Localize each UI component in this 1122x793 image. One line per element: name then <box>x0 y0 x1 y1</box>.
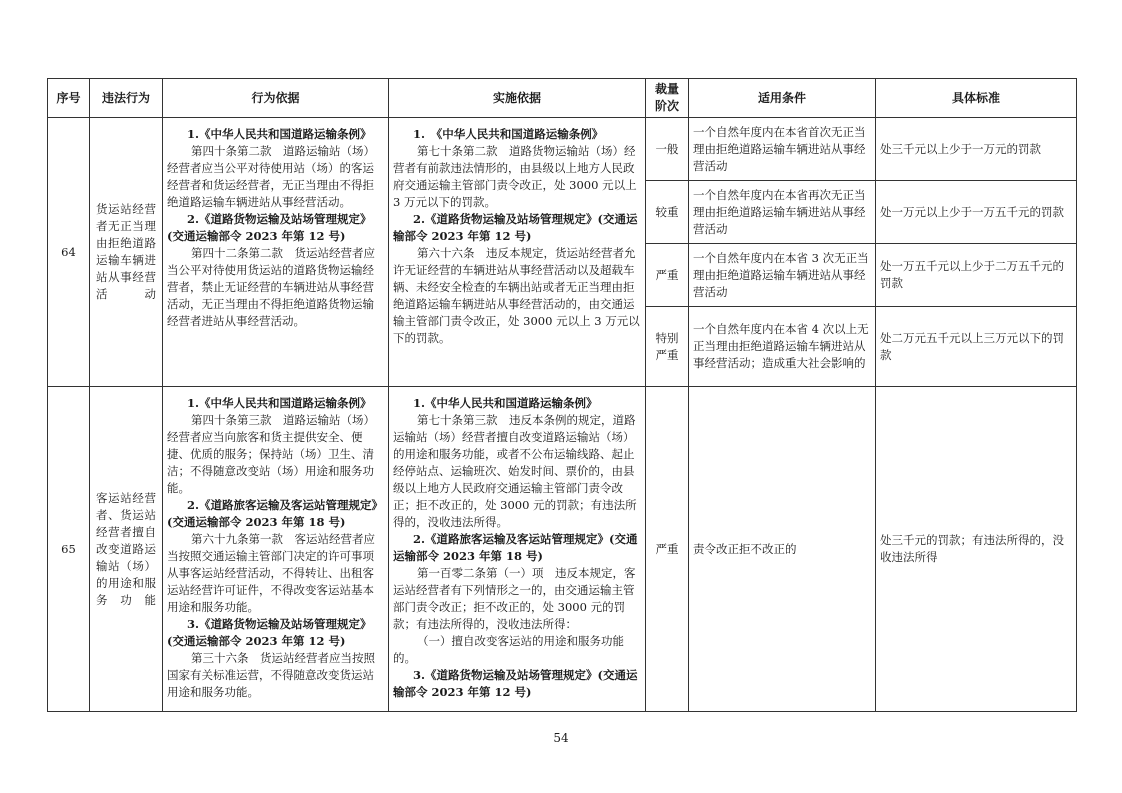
row-64-level-3: 严重 <box>646 244 689 307</box>
basis-paragraph: 第六十六条 违反本规定，货运站经营者允许无证经营的车辆进站从事经营活动以及超载车辆、未经安全检查的车辆出站或者无正当理由拒绝道路运输车辆进站从事经营活动的，由交通运输主管部门责令改正，处 3000 元以上 3 万元以下的罚款。 <box>393 246 640 345</box>
row-64-standard-2: 处一万元以上少于一万五千元的罚款 <box>876 181 1077 244</box>
basis-paragraph: （一）擅自改变客运站的用途和服务功能的。 <box>393 634 624 665</box>
basis-heading: 1.《中华人民共和国道路运输条例》 <box>187 396 372 410</box>
basis-heading: 2.《道路货物运输及站场管理规定》(交通运输部令 2023 年第 12 号) <box>167 212 372 243</box>
header-condition: 适用条件 <box>689 79 876 118</box>
table-row <box>48 387 1077 712</box>
basis-paragraph: 第四十条第二款 道路运输站（场）经营者应当公平对待使用站（场）的客运经营者和货运经营者，无正当理由不得拒绝道路运输车辆进站从事经营活动。 <box>167 144 375 209</box>
row-65-impl-basis <box>389 387 646 712</box>
row-65-behavior: 客运站经营者、货运站经营者擅自改变道路运输站（场）的用途和服务功能 <box>90 387 163 712</box>
basis-paragraph: 第六十九条第一款 客运站经营者应当按照交通运输主管部门决定的许可事项从事客运站经营活动，不得转让、出租客运站经营许可证件，不得改变客运站基本用途和服务功能。 <box>167 532 375 614</box>
basis-paragraph: 第四十条第三款 道路运输站（场）经营者应当向旅客和货主提供安全、便捷、优质的服务；保持站（场）卫生、清洁；不得随意改变站（场）用途和服务功能。 <box>167 413 375 495</box>
basis-heading: 1. 《中华人民共和国道路运输条例》 <box>413 127 604 141</box>
basis-heading: 1.《中华人民共和国道路运输条例》 <box>413 396 598 410</box>
row-64-level-2: 较重 <box>646 181 689 244</box>
row-64-behavior: 货运站经营者无正当理由拒绝道路运输车辆进站从事经营活动 <box>90 118 163 387</box>
row-64-act-basis <box>163 118 389 387</box>
row-64-level-1: 一般 <box>646 118 689 181</box>
basis-heading: 3.《道路货物运输及站场管理规定》(交通运输部令 2023 年第 12 号) <box>393 668 638 699</box>
header-impl-basis: 实施依据 <box>389 79 646 118</box>
basis-paragraph: 第四十二条第二款 货运站经营者应当公平对待使用货运站的道路货物运输经营者，禁止无证经营的车辆进站从事经营活动，无正当理由不得拒绝道路货物运输经营者进站从事经营活动。 <box>167 246 375 328</box>
header-level: 裁量阶次 <box>646 79 689 118</box>
row-64-level-4: 特别严重 <box>646 307 689 387</box>
basis-paragraph: 第七十条第二款 道路货物运输站（场）经营者有前款违法情形的，由县级以上地方人民政府交通运输主管部门责令改正，处 3000 元以上 3 万元以下的罚款。 <box>393 144 637 209</box>
row-64-condition-2: 一个自然年度内在本省再次无正当理由拒绝道路运输车辆进站从事经营活动 <box>689 181 876 244</box>
row-64-no: 64 <box>48 118 90 387</box>
basis-heading: 2.《道路旅客运输及客运站管理规定》(交通运输部令 2023 年第 18 号) <box>393 532 638 563</box>
row-64-impl-basis <box>389 118 646 387</box>
row-65-standard: 处三千元的罚款；有违法所得的，没收违法所得 <box>876 387 1077 712</box>
basis-paragraph: 第七十条第三款 违反本条例的规定，道路运输站（场）经营者擅自改变道路运输站（场）的用途和服务功能，或者不公布运输线路、起止经停站点、运输班次、始发时间、票价的，由县级以上地方人民政府交通运输主管部门责令改正；拒不改正的，处 3000 元的罚款；有违法所得的，没收违法所得。 <box>393 413 637 529</box>
row-65-level: 严重 <box>646 387 689 712</box>
basis-heading: 1.《中华人民共和国道路运输条例》 <box>187 127 372 141</box>
row-64-standard-3: 处一万五千元以上少于二万五千元的罚款 <box>876 244 1077 307</box>
penalty-discretion-table <box>47 78 1077 712</box>
row-65-condition: 责令改正拒不改正的 <box>689 387 876 712</box>
basis-heading: 3.《道路货物运输及站场管理规定》(交通运输部令 2023 年第 12 号) <box>167 617 372 648</box>
header-no: 序号 <box>48 79 90 118</box>
row-65-no: 65 <box>48 387 90 712</box>
header-behavior: 违法行为 <box>90 79 163 118</box>
basis-heading: 2.《道路旅客运输及客运站管理规定》(交通运输部令 2023 年第 18 号) <box>167 498 384 529</box>
row-64-standard-4: 处二万元五千元以上三万元以下的罚款 <box>876 307 1077 387</box>
basis-paragraph: 第三十六条 货运站经营者应当按照国家有关标准运营，不得随意改变货运站用途和服务功能。 <box>167 651 375 699</box>
row-64-condition-1: 一个自然年度内在本省首次无正当理由拒绝道路运输车辆进站从事经营活动 <box>689 118 876 181</box>
basis-heading: 2.《道路货物运输及站场管理规定》(交通运输部令 2023 年第 12 号) <box>393 212 638 243</box>
header-row <box>48 79 1077 118</box>
basis-paragraph: 第一百零二条第（一）项 违反本规定，客运站经营者有下列情形之一的，由交通运输主管部门责令改正；拒不改正的，处 3000 元的罚款；有违法所得的，没收违法所得： <box>393 566 636 631</box>
header-act-basis: 行为依据 <box>163 79 389 118</box>
row-64-standard-1: 处三千元以上少于一万元的罚款 <box>876 118 1077 181</box>
row-64-condition-3: 一个自然年度内在本省 3 次无正当理由拒绝道路运输车辆进站从事经营活动 <box>689 244 876 307</box>
header-standard: 具体标准 <box>876 79 1077 118</box>
row-65-act-basis <box>163 387 389 712</box>
row-64-condition-4: 一个自然年度内在本省 4 次以上无正当理由拒绝道路运输车辆进站从事经营活动；造成重大社会影响的 <box>689 307 876 387</box>
table-row <box>48 118 1077 181</box>
page-number: 54 <box>553 731 569 745</box>
